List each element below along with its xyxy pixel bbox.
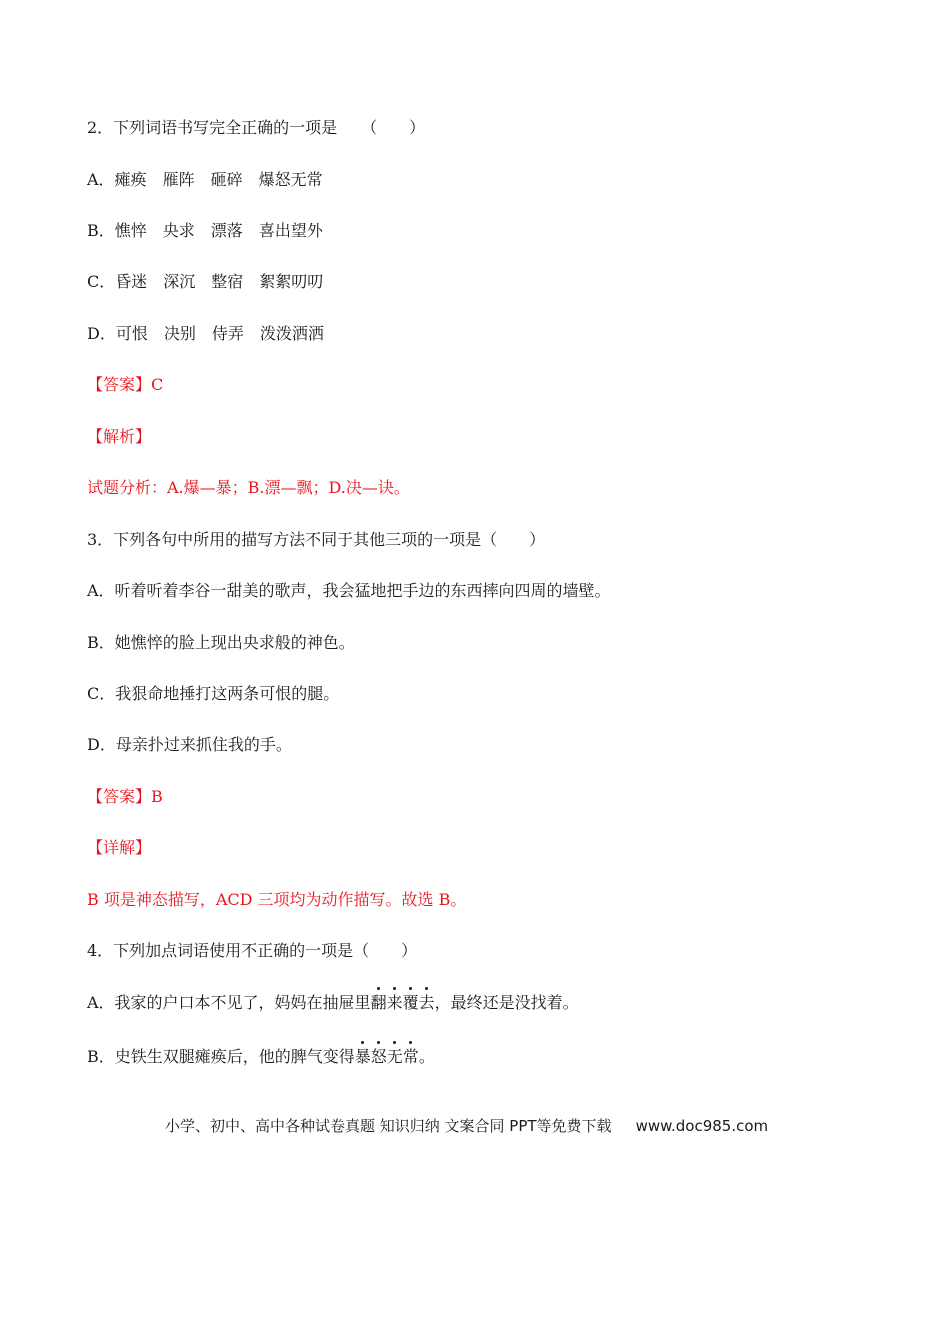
q4-stem: 4．下列加点词语使用不正确的一项是（ ）: [87, 941, 418, 960]
dotted-char: 来: [386, 993, 403, 1012]
q2-option-d: D．可恨 决别 侍弄 泼泼洒洒: [87, 324, 324, 343]
option-label: B．: [87, 221, 115, 240]
dotted-char: 无: [386, 1047, 403, 1066]
option-label: D．: [87, 324, 116, 343]
option-label: C．: [87, 272, 116, 291]
q3-option-d: D．母亲扑过来抓住我的手。: [87, 735, 292, 754]
q3-answer: 【答案】B: [87, 787, 163, 806]
dotted-char: 去: [418, 993, 435, 1012]
option-label: A．: [87, 170, 115, 189]
q3-detail-heading: 【详解】: [87, 838, 152, 857]
q2-option-c: C．昏迷 深沉 整宿 絮絮叨叨: [87, 272, 324, 291]
footer-url[interactable]: www.doc985.com: [635, 1117, 769, 1135]
dotted-char: 常: [402, 1047, 419, 1066]
q2-analysis-heading: 【解析】: [87, 427, 152, 446]
q2-answer: 【答案】C: [87, 375, 164, 394]
dotted-char: 怒: [370, 1047, 387, 1066]
q2-option-b: B．憔悴 央求 漂落 喜出望外: [87, 221, 323, 240]
q2-stem: 2．下列词语书写完全正确的一项是 （ ）: [87, 118, 426, 137]
dotted-char: 暴: [354, 1047, 371, 1066]
footer-text: 小学、初中、高中各种试卷真题 知识归纳 文案合同 PPT等免费下载: [165, 1117, 612, 1135]
q3-option-b: B．她憔悴的脸上现出央求般的神色。: [87, 633, 355, 652]
q4-option-a: A．我家的户口本不见了，妈妈在抽屉里翻来覆去，最终还是没找着。: [87, 993, 579, 1012]
dotted-char: 翻: [370, 993, 387, 1012]
q2-option-a: A．瘫痪 雁阵 砸碎 爆怒无常: [87, 170, 323, 189]
q2-analysis: 试题分析：A.爆—暴；B.漂—飘；D.决—诀。: [87, 478, 410, 497]
dotted-char: 覆: [402, 993, 419, 1012]
q4-option-b: B．史铁生双腿瘫痪后，他的脾气变得暴怒无常。: [87, 1047, 435, 1066]
q3-detail: B 项是神态描写，ACD 三项均为动作描写。故选 B。: [87, 890, 467, 909]
q3-option-c: C．我狠命地捶打这两条可恨的腿。: [87, 684, 340, 703]
q3-stem: 3．下列各句中所用的描写方法不同于其他三项的一项是（ ）: [87, 530, 546, 549]
q3-option-a: A．听着听着李谷一甜美的歌声，我会猛地把手边的东西摔向四周的墙壁。: [87, 581, 611, 600]
page-footer: [165, 1116, 768, 1136]
